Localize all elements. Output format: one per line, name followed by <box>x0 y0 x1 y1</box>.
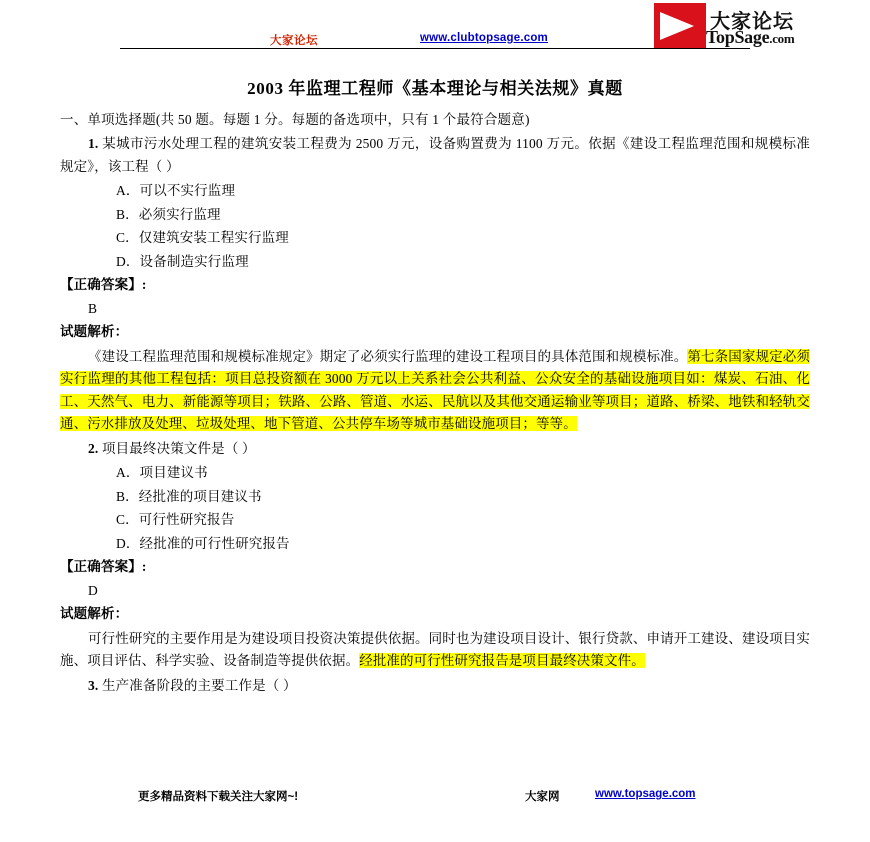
answer-value: D <box>88 582 98 598</box>
explanation-highlight: 经批准的可行性研究报告是项目最终决策文件。 <box>359 653 645 668</box>
question-stem <box>60 438 810 461</box>
explanation-text <box>60 628 810 673</box>
question-text: 某城市污水处理工程的建筑安装工程费为 2500 万元，设备购置费为 1100 万元。依据《建设工程监理范围和规模标准规定》，该工程（ ） <box>60 136 811 174</box>
header-site-url[interactable]: www.clubtopsage.com <box>420 32 548 44</box>
header-site-name: 大家论坛 <box>270 35 318 47</box>
question-option: D．设备制造实行监理 <box>116 253 249 269</box>
page-footer <box>60 788 810 810</box>
answer-value: B <box>88 300 98 316</box>
page-header <box>60 0 810 58</box>
answer-label: 【正确答案】: <box>60 277 147 292</box>
topsage-logo <box>653 2 810 50</box>
question-number: 1. <box>88 136 99 151</box>
explanation-text <box>60 346 810 436</box>
question-stem <box>60 675 810 698</box>
footer-site-name: 大家网 <box>525 791 560 803</box>
question-text: 项目最终决策文件是（ ） <box>101 440 256 456</box>
footer-site-url[interactable]: www.topsage.com <box>595 788 696 800</box>
explanation-label: 试题解析： <box>60 606 129 621</box>
question-number: 3. <box>88 677 99 693</box>
question-text: 生产准备阶段的主要工作是（ ） <box>101 677 297 693</box>
page-title: 2003 年监理工程师《基本理论与相关法规》真题 <box>247 79 623 98</box>
question-option: B．经批准的项目建议书 <box>116 488 262 504</box>
logo-english-word: TopSage <box>706 27 770 47</box>
explanation-highlight: 第七条国家规定必须实行监理的其他工程包括：项目总投资额在 3000 万元以上关系社会公共利益、公众安全的基础设施项目如：煤炭、石油、化工、天然气、电力、新能源等项目；铁路、公路、管道、水运、民航以及其他交通运输业等项目；道路、桥梁、地铁和轻轨交通、污水排放及处理、垃圾处理、地下管道、公共停车场等城市基础设施项目；等等。 <box>60 348 810 431</box>
question-number: 2. <box>88 440 99 456</box>
question-option: C．可行性研究报告 <box>116 512 235 527</box>
question-stem <box>60 133 810 178</box>
logo-english-text <box>706 27 794 48</box>
logo-chinese-text: 大家论坛 <box>710 11 794 33</box>
question-option: A．可以不实行监理 <box>116 183 236 198</box>
section-heading: 一、单项选择题(共 50 题。每题 1 分。每题的备选项中，只有 1 个最符合题意) <box>60 112 530 127</box>
explanation-plain: 《建设工程监理范围和规模标准规定》期定了必须实行监理的建设工程项目的具体范围和规模标准。 <box>88 348 688 364</box>
question-option: D．经批准的可行性研究报告 <box>116 535 290 551</box>
footer-promo-text: 更多精品资料下载关注大家网~! <box>138 791 299 803</box>
question-option: B．必须实行监理 <box>116 206 221 222</box>
logo-mark-icon <box>654 3 706 49</box>
question-option: A．项目建议书 <box>116 465 208 480</box>
explanation-plain: 可行性研究的主要作用是为建设项目投资决策提供依据。同时也为建设项目设计、银行贷款、申请开工建设、建设项目实施、项目评估、科学实验、设备制造等提供依据。 <box>60 630 810 668</box>
logo-dotcom: .com <box>769 31 795 46</box>
question-option: C．仅建筑安装工程实行监理 <box>116 230 289 245</box>
answer-label: 【正确答案】: <box>60 559 147 574</box>
header-divider <box>120 48 750 49</box>
explanation-label: 试题解析： <box>60 324 129 339</box>
